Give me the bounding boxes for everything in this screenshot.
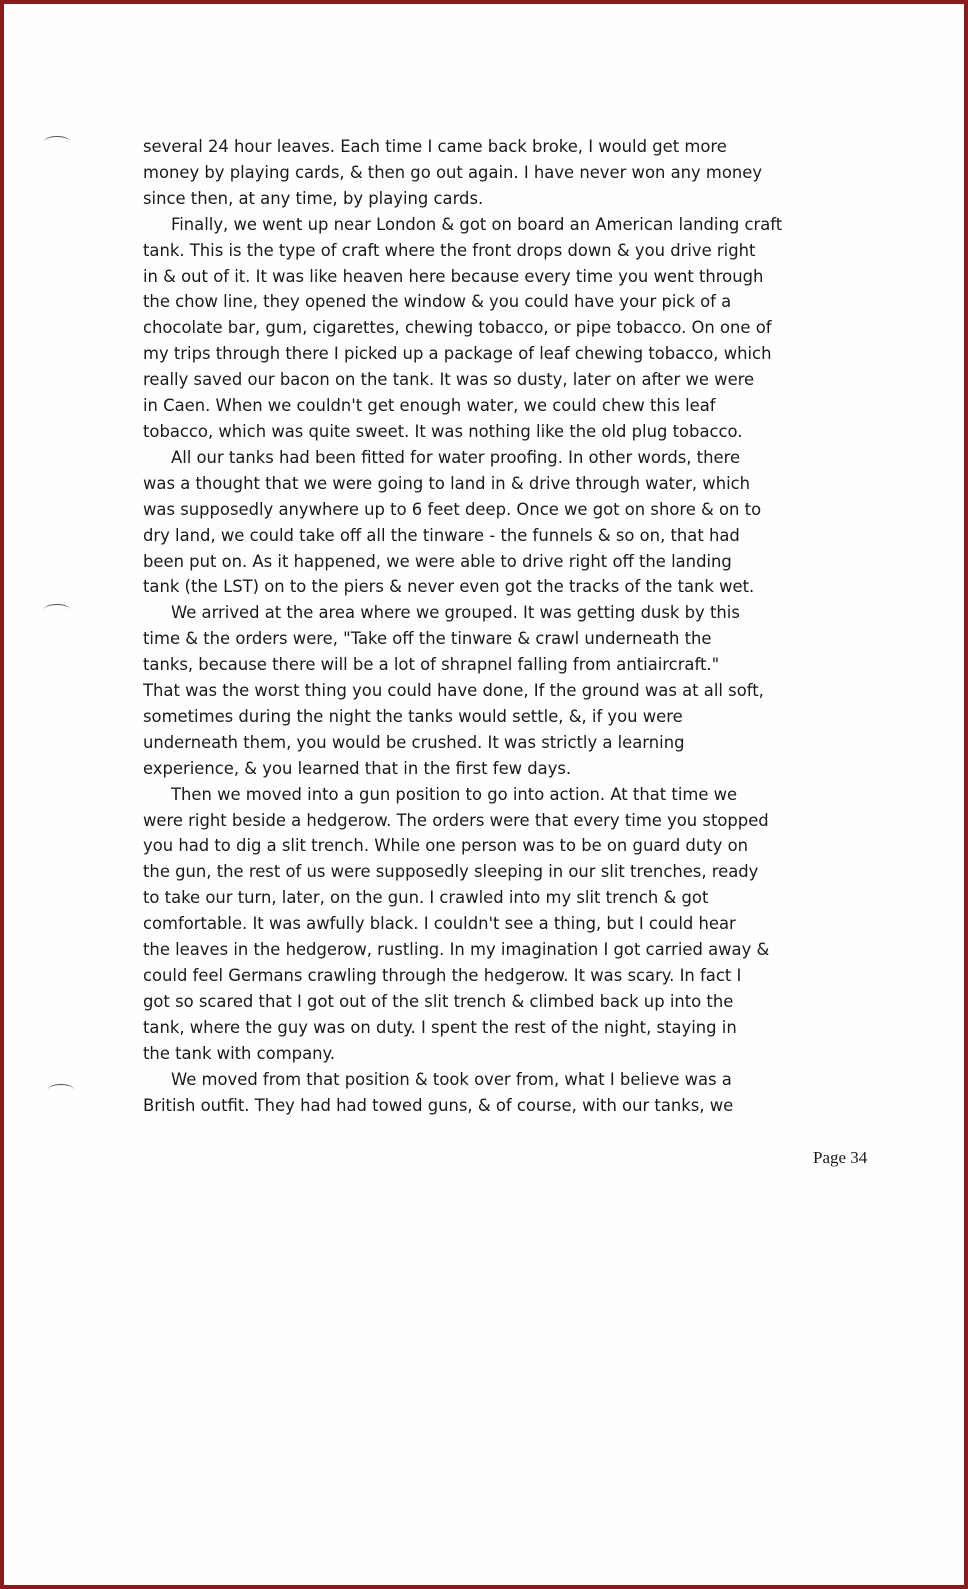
text-line: tobacco, which was quite sweet. It was nothing like the old plug tobacco. [143, 421, 743, 441]
text-line: tank, where the guy was on duty. I spent the rest of the night, staying in [143, 1017, 737, 1037]
paragraph-start-line: All our tanks had been fitted for water proofing. In other words, there [171, 447, 741, 467]
text-line: got so scared that I got out of the slit trench & climbed back up into the [143, 991, 734, 1011]
paragraph-start-line: Then we moved into a gun position to go into action. At that time we [171, 784, 738, 804]
text-line: in & out of it. It was like heaven here because every time you went through [143, 266, 764, 286]
text-line: underneath them, you would be crushed. It was strictly a learning [143, 732, 685, 752]
text-line: really saved our bacon on the tank. It was so dusty, later on after we were [143, 370, 755, 390]
paragraph-start-line: We moved from that position & took over from, what I believe was a [171, 1069, 732, 1089]
text-line: the tank with company. [143, 1043, 336, 1063]
text-line: several 24 hour leaves. Each time I came back broke, I would get more [143, 137, 727, 156]
text-line: tank. This is the type of craft where the front drops down & you drive right [143, 240, 756, 260]
text-line: dry land, we could take off all the tinware - the funnels & so on, that had [143, 525, 740, 545]
text-line: the chow line, they opened the window & you could have your pick of a [143, 292, 732, 312]
text-line: in Caen. When we couldn't get enough water, we could chew this leaf [143, 396, 716, 416]
text-line: money by playing cards, & then go out again. I have never won any money [143, 162, 763, 182]
text-line: tank (the LST) on to the piers & never even got the tracks of the tank wet. [143, 577, 755, 597]
text-line: the leaves in the hedgerow, rustling. In my imagination I got carried away & [143, 940, 770, 960]
text-line: since then, at any time, by playing cards. [143, 188, 484, 208]
text-line: sometimes during the night the tanks would settle, &, if you were [143, 706, 683, 726]
text-line: been put on. As it happened, we were able to drive right off the landing [143, 551, 732, 571]
text-line: you had to dig a slit trench. While one person was to be on guard duty on [143, 836, 748, 856]
text-line: comfortable. It was awfully black. I couldn't see a thing, but I could hear [143, 914, 736, 934]
text-line: was a thought that we were going to land in & drive through water, which [143, 473, 751, 493]
page-number: Page 34 [813, 1148, 868, 1167]
text-line: the gun, the rest of us were supposedly sleeping in our slit trenches, ready [143, 862, 759, 882]
text-line: tanks, because there will be a lot of shrapnel falling from antiaircraft." [143, 655, 720, 675]
body-text [143, 134, 823, 1118]
text-line: was supposedly anywhere up to 6 feet deep. Once we got on shore & on to [143, 499, 762, 519]
text-line: That was the worst thing you could have done, If the ground was at all soft, [143, 681, 764, 701]
text-line: my trips through there I picked up a package of leaf chewing tobacco, which [143, 344, 772, 364]
text-line: time & the orders were, "Take off the tinware & crawl underneath the [143, 629, 712, 649]
paragraph-start-line: Finally, we went up near London & got on board an American landing craft [171, 214, 783, 234]
text-line: could feel Germans crawling through the hedgerow. It was scary. In fact I [143, 966, 742, 985]
paragraph-start-line: We arrived at the area where we grouped. It was getting dusk by this [171, 603, 740, 623]
punch-hole-mark [44, 136, 70, 147]
text-line: experience, & you learned that in the first few days. [143, 758, 572, 778]
text-line: to take our turn, later, on the gun. I crawled into my slit trench & got [143, 888, 709, 908]
text-line: chocolate bar, gum, cigarettes, chewing tobacco, or pipe tobacco. On one of [143, 318, 772, 338]
punch-hole-mark [48, 1084, 74, 1095]
text-line: were right beside a hedgerow. The orders were that every time you stopped [143, 810, 769, 830]
punch-hole-mark [44, 604, 70, 615]
text-line: British outfit. They had had towed guns, & of course, with our tanks, we [143, 1095, 734, 1115]
